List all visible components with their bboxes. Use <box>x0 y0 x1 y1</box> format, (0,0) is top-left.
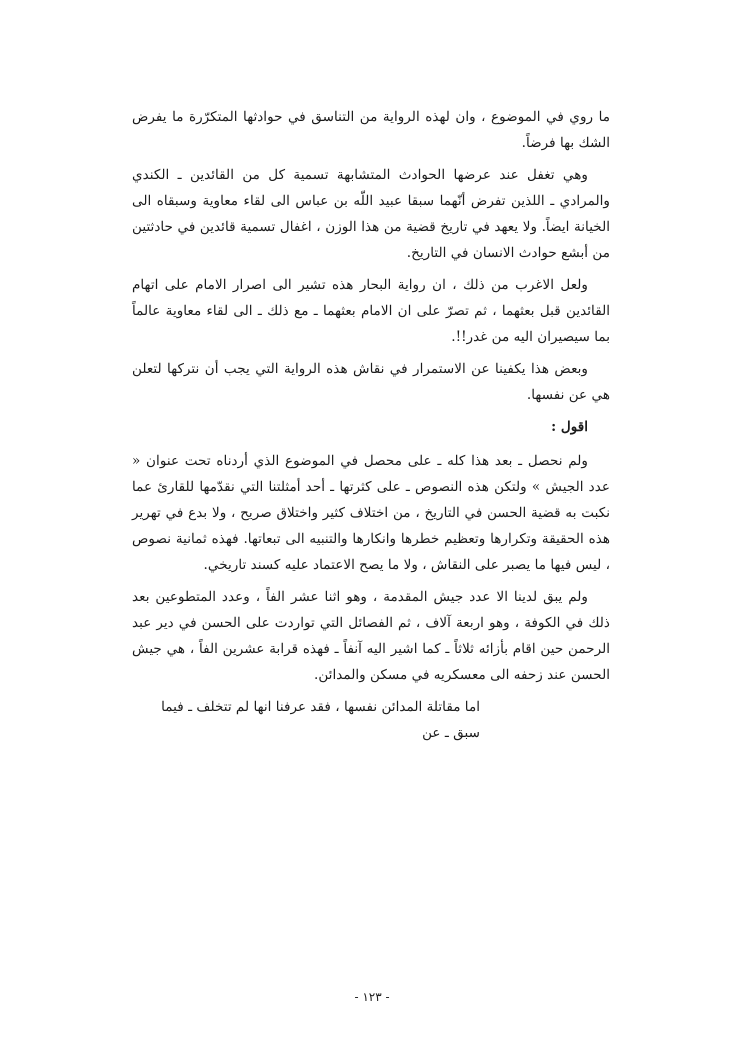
section-heading: اقول : <box>551 419 588 435</box>
paragraph-7-start: اما مقاتلة المدائن نفسها ، فقد عرفنا انها لم تتخلف ـ فيما سبق ـ عن <box>161 699 480 741</box>
page-number: - ١٢٣ - <box>354 990 390 1004</box>
paragraph-5: ولم نحصل ـ بعد هذا كله ـ على محصل في الموضوع الذي أردناه تحت عنوان « عدد الجيش » ولتكن هذه النصوص ـ على كثرتها ـ أحد أمثلتنا التي نقدّمها للقارئ عما نكبت به قضية الحسن في التاريخ ، من اختلاف كثير واختلاق صريح ، ولا بدع في تهرير هذه الحقيقة وتكرارها وتعظيم خطرها وانكارها والتنبيه الى تبعاتها. فهذه ثمانية نصوص ، ليس فيها ما يصبر على النقاش ، ولا ما يصح الاعتماد عليه كسند تاريخي. <box>132 453 610 573</box>
paragraph-1: ما روي في الموضوع ، وان لهذه الرواية من التناسق في حوادثها المتكرّرة ما يفرض الشك بها فرضاً. <box>132 109 610 151</box>
body-text <box>132 104 610 752</box>
paragraph-4: وبعض هذا يكفينا عن الاستمرار في نقاش هذه الرواية التي يجب أن نتركها لتعلن هي عن نفسها. <box>132 361 610 403</box>
paragraph-6: ولم يبق لدينا الا عدد جيش المقدمة ، وهو اثنا عشر الفاً ، وعدد المتطوعين بعد ذلك في الكوفة ، وهو اربعة آلاف ، ثم الفصائل التي تواردت على الحسن في دير عبد الرحمن حين اقام بأزائه ثلاثاً ـ كما اشير اليه آنفاً ـ فهذه قرابة عشرين الفاً ، هي جيش الحسن عند زحفه الى معسكريه في مسكن والمدائن. <box>132 589 610 683</box>
paragraph-3: ولعل الاغرب من ذلك ، ان رواية البحار هذه تشير الى اصرار الامام على اتهام القائدين قبل بعثهما ، ثم تصرّ على ان الامام بعثهما ـ مع ذلك ـ الى لقاء معاوية عالماً بما سيصيران اليه من غدر!!. <box>132 277 610 345</box>
paragraph-2: وهي تغفل عند عرضها الحوادث المتشابهة تسمية كل من القائدين ـ الكندي والمرادي ـ اللذين تفرض أنّهما سبقا عبيد اللّه بن عباس الى لقاء معاوية وسبقاه الى الخيانة ايضاً. ولا يعهد في تاريخ قضية من هذا الوزن ، اغفال تسمية قائدين في حادثتين من أبشع حوادث الانسان في التاريخ. <box>132 167 610 261</box>
